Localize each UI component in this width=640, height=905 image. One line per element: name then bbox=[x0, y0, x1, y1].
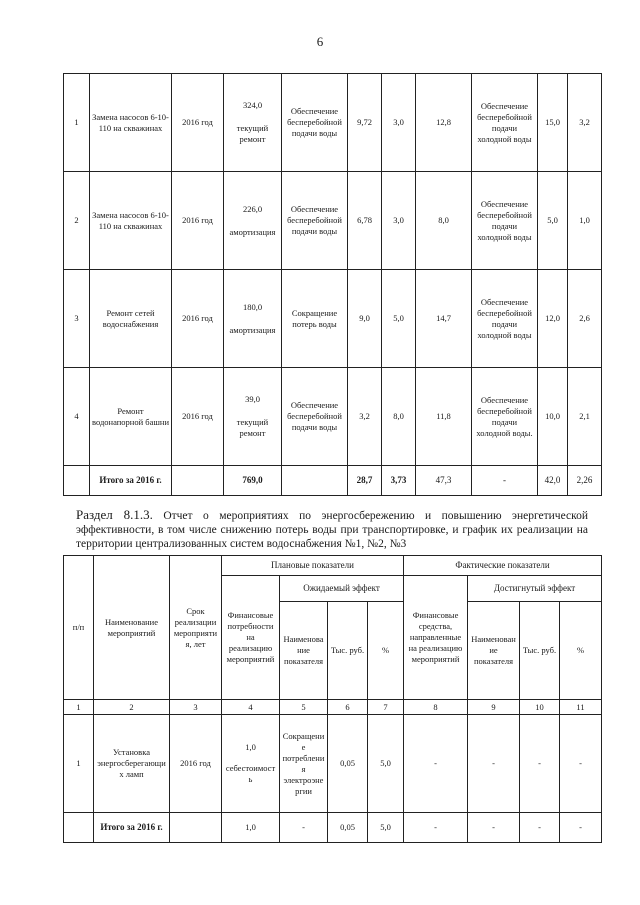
total-year bbox=[172, 466, 224, 496]
header-num: п/п bbox=[64, 556, 94, 700]
total-indicator: - bbox=[280, 813, 328, 843]
column-number: 2 bbox=[94, 700, 170, 715]
row-v4: 15,0 bbox=[538, 74, 568, 172]
row-v3: 12,8 bbox=[416, 74, 472, 172]
column-number: 9 bbox=[468, 700, 520, 715]
row-cost-source: амортизация bbox=[229, 324, 276, 335]
row-v5: 1,0 bbox=[568, 172, 602, 270]
total-c9: - bbox=[468, 813, 520, 843]
column-number: 5 bbox=[280, 700, 328, 715]
total-v3: 47,3 bbox=[416, 466, 472, 496]
row-cost-value: 226,0 bbox=[242, 203, 263, 214]
section-number: Раздел 8.1.3. bbox=[76, 507, 153, 522]
row-v4: 5,0 bbox=[538, 172, 568, 270]
total-c10: - bbox=[520, 813, 560, 843]
total-label: Итого за 2016 г. bbox=[90, 466, 172, 496]
column-number: 8 bbox=[404, 700, 468, 715]
row-v1: 6,78 bbox=[348, 172, 382, 270]
row-name: Замена насосов 6-10-110 на скважинах bbox=[90, 74, 172, 172]
row-v4: 10,0 bbox=[538, 368, 568, 466]
row-cost bbox=[224, 270, 282, 368]
page-number: 6 bbox=[316, 34, 324, 49]
row-goal: Обеспечение бесперебойной подачи воды bbox=[282, 172, 348, 270]
row-number: 3 bbox=[64, 270, 90, 368]
row-v3: 11,8 bbox=[416, 368, 472, 466]
row-pct: 5,0 bbox=[368, 715, 404, 813]
row-name: Установка энергосберегающих ламп bbox=[94, 715, 170, 813]
row-v4: 12,0 bbox=[538, 270, 568, 368]
activities-table bbox=[63, 73, 602, 496]
row-cost-value: 324,0 bbox=[242, 100, 263, 110]
row-cost-source: амортизация bbox=[229, 226, 276, 237]
table-row bbox=[64, 270, 602, 368]
header-fin-funds: Финансовые средства, направленные на реализацию мероприятий bbox=[404, 576, 468, 700]
row-v2: 3,0 bbox=[382, 74, 416, 172]
row-cost-value: 180,0 bbox=[242, 301, 263, 312]
row-result: Обеспечение бесперебойной подачи холодной воды bbox=[472, 74, 538, 172]
row-number: 2 bbox=[64, 172, 90, 270]
row-number: 1 bbox=[64, 74, 90, 172]
row-name: Замена насосов 6-10-110 на скважинах bbox=[90, 172, 172, 270]
row-result: Обеспечение бесперебойной подачи холодной воды bbox=[472, 172, 538, 270]
row-indicator: Сокращение потребления электроэнергии bbox=[280, 715, 328, 813]
row-number: 1 bbox=[64, 715, 94, 813]
header-expected: Ожидаемый эффект bbox=[280, 576, 404, 602]
row-cost-source: текущий ремонт bbox=[236, 417, 269, 438]
total-pct: 5,0 bbox=[368, 813, 404, 843]
row-year: 2016 год bbox=[170, 715, 222, 813]
table-row bbox=[64, 368, 602, 466]
total-rub: 0,05 bbox=[328, 813, 368, 843]
total-v4: 42,0 bbox=[538, 466, 568, 496]
column-number: 7 bbox=[368, 700, 404, 715]
header-term: Срок реализации мероприятия, лет bbox=[170, 556, 222, 700]
table-row bbox=[64, 74, 602, 172]
row-c11: - bbox=[560, 715, 602, 813]
row-name: Ремонт сетей водоснабжения bbox=[90, 270, 172, 368]
total-cost: 1,0 bbox=[222, 813, 280, 843]
header-pct-plan: % bbox=[368, 602, 404, 700]
row-year: 2016 год bbox=[172, 172, 224, 270]
row-goal: Обеспечение бесперебойной подачи воды bbox=[282, 368, 348, 466]
total-label: Итого за 2016 г. bbox=[94, 813, 170, 843]
row-name: Ремонт водонапорной башни bbox=[90, 368, 172, 466]
row-cost-source: себестоимость bbox=[225, 763, 276, 784]
total-goal bbox=[282, 466, 348, 496]
section-title: Отчет о мероприятиях по энергосбережению и повышению энергетической эффективности, в том числе снижению потерь воды при транспортировке, и график их реализации на территории централизованных систем водоснабжения №1, №2, №3 bbox=[76, 510, 588, 550]
row-c8: - bbox=[404, 715, 468, 813]
total-v1: 28,7 bbox=[348, 466, 382, 496]
row-v2: 8,0 bbox=[382, 368, 416, 466]
row-goal: Обеспечение бесперебойной подачи воды bbox=[282, 74, 348, 172]
row-v3: 14,7 bbox=[416, 270, 472, 368]
row-cost bbox=[222, 715, 280, 813]
header-achieved: Достигнутый эффект bbox=[468, 576, 602, 602]
row-year: 2016 год bbox=[172, 368, 224, 466]
header-rub-plan: Тыс. руб. bbox=[328, 602, 368, 700]
header-name: Наименование мероприятий bbox=[94, 556, 170, 700]
column-number: 11 bbox=[560, 700, 602, 715]
total-c11: - bbox=[560, 813, 602, 843]
header-rub-fact: Тыс. руб. bbox=[520, 602, 560, 700]
row-goal: Сокращение потерь воды bbox=[282, 270, 348, 368]
total-result: - bbox=[472, 466, 538, 496]
total-year bbox=[170, 813, 222, 843]
header-indicator-plan: Наименование показателя bbox=[280, 602, 328, 700]
row-c9: - bbox=[468, 715, 520, 813]
row-result: Обеспечение бесперебойной подачи холодной воды. bbox=[472, 368, 538, 466]
column-number: 4 bbox=[222, 700, 280, 715]
table-row bbox=[64, 172, 602, 270]
row-v2: 5,0 bbox=[382, 270, 416, 368]
row-number: 4 bbox=[64, 368, 90, 466]
header-fin-need: Финансовые потребности на реализацию мероприятий bbox=[222, 576, 280, 700]
row-v2: 3,0 bbox=[382, 172, 416, 270]
column-number: 6 bbox=[328, 700, 368, 715]
row-v5: 2,1 bbox=[568, 368, 602, 466]
energy-saving-table bbox=[63, 555, 602, 843]
total-v5: 2,26 bbox=[568, 466, 602, 496]
row-rub: 0,05 bbox=[328, 715, 368, 813]
row-v1: 9,0 bbox=[348, 270, 382, 368]
row-v3: 8,0 bbox=[416, 172, 472, 270]
row-cost bbox=[224, 368, 282, 466]
total-num bbox=[64, 813, 94, 843]
column-number: 10 bbox=[520, 700, 560, 715]
total-v2: 3,73 bbox=[382, 466, 416, 496]
row-cost bbox=[224, 172, 282, 270]
section-heading bbox=[76, 508, 588, 551]
row-v5: 3,2 bbox=[568, 74, 602, 172]
row-c10: - bbox=[520, 715, 560, 813]
header-plan: Плановые показатели bbox=[222, 556, 404, 576]
row-v5: 2,6 bbox=[568, 270, 602, 368]
header-fact: Фактические показатели bbox=[404, 556, 602, 576]
row-v1: 3,2 bbox=[348, 368, 382, 466]
total-c8: - bbox=[404, 813, 468, 843]
row-year: 2016 год bbox=[172, 74, 224, 172]
row-cost-source: текущий ремонт bbox=[236, 123, 269, 144]
row-cost-value: 39,0 bbox=[245, 394, 260, 404]
column-number: 1 bbox=[64, 700, 94, 715]
row-cost bbox=[224, 74, 282, 172]
column-number: 3 bbox=[170, 700, 222, 715]
row-year: 2016 год bbox=[172, 270, 224, 368]
total-row bbox=[64, 466, 602, 496]
total-num bbox=[64, 466, 90, 496]
row-cost-value: 1,0 bbox=[245, 742, 256, 752]
row-result: Обеспечение бесперебойной подачи холодной воды bbox=[472, 270, 538, 368]
total-cost: 769,0 bbox=[224, 466, 282, 496]
header-indicator-fact: Наименование показателя bbox=[468, 602, 520, 700]
row-v1: 9,72 bbox=[348, 74, 382, 172]
header-pct-fact: % bbox=[560, 602, 602, 700]
